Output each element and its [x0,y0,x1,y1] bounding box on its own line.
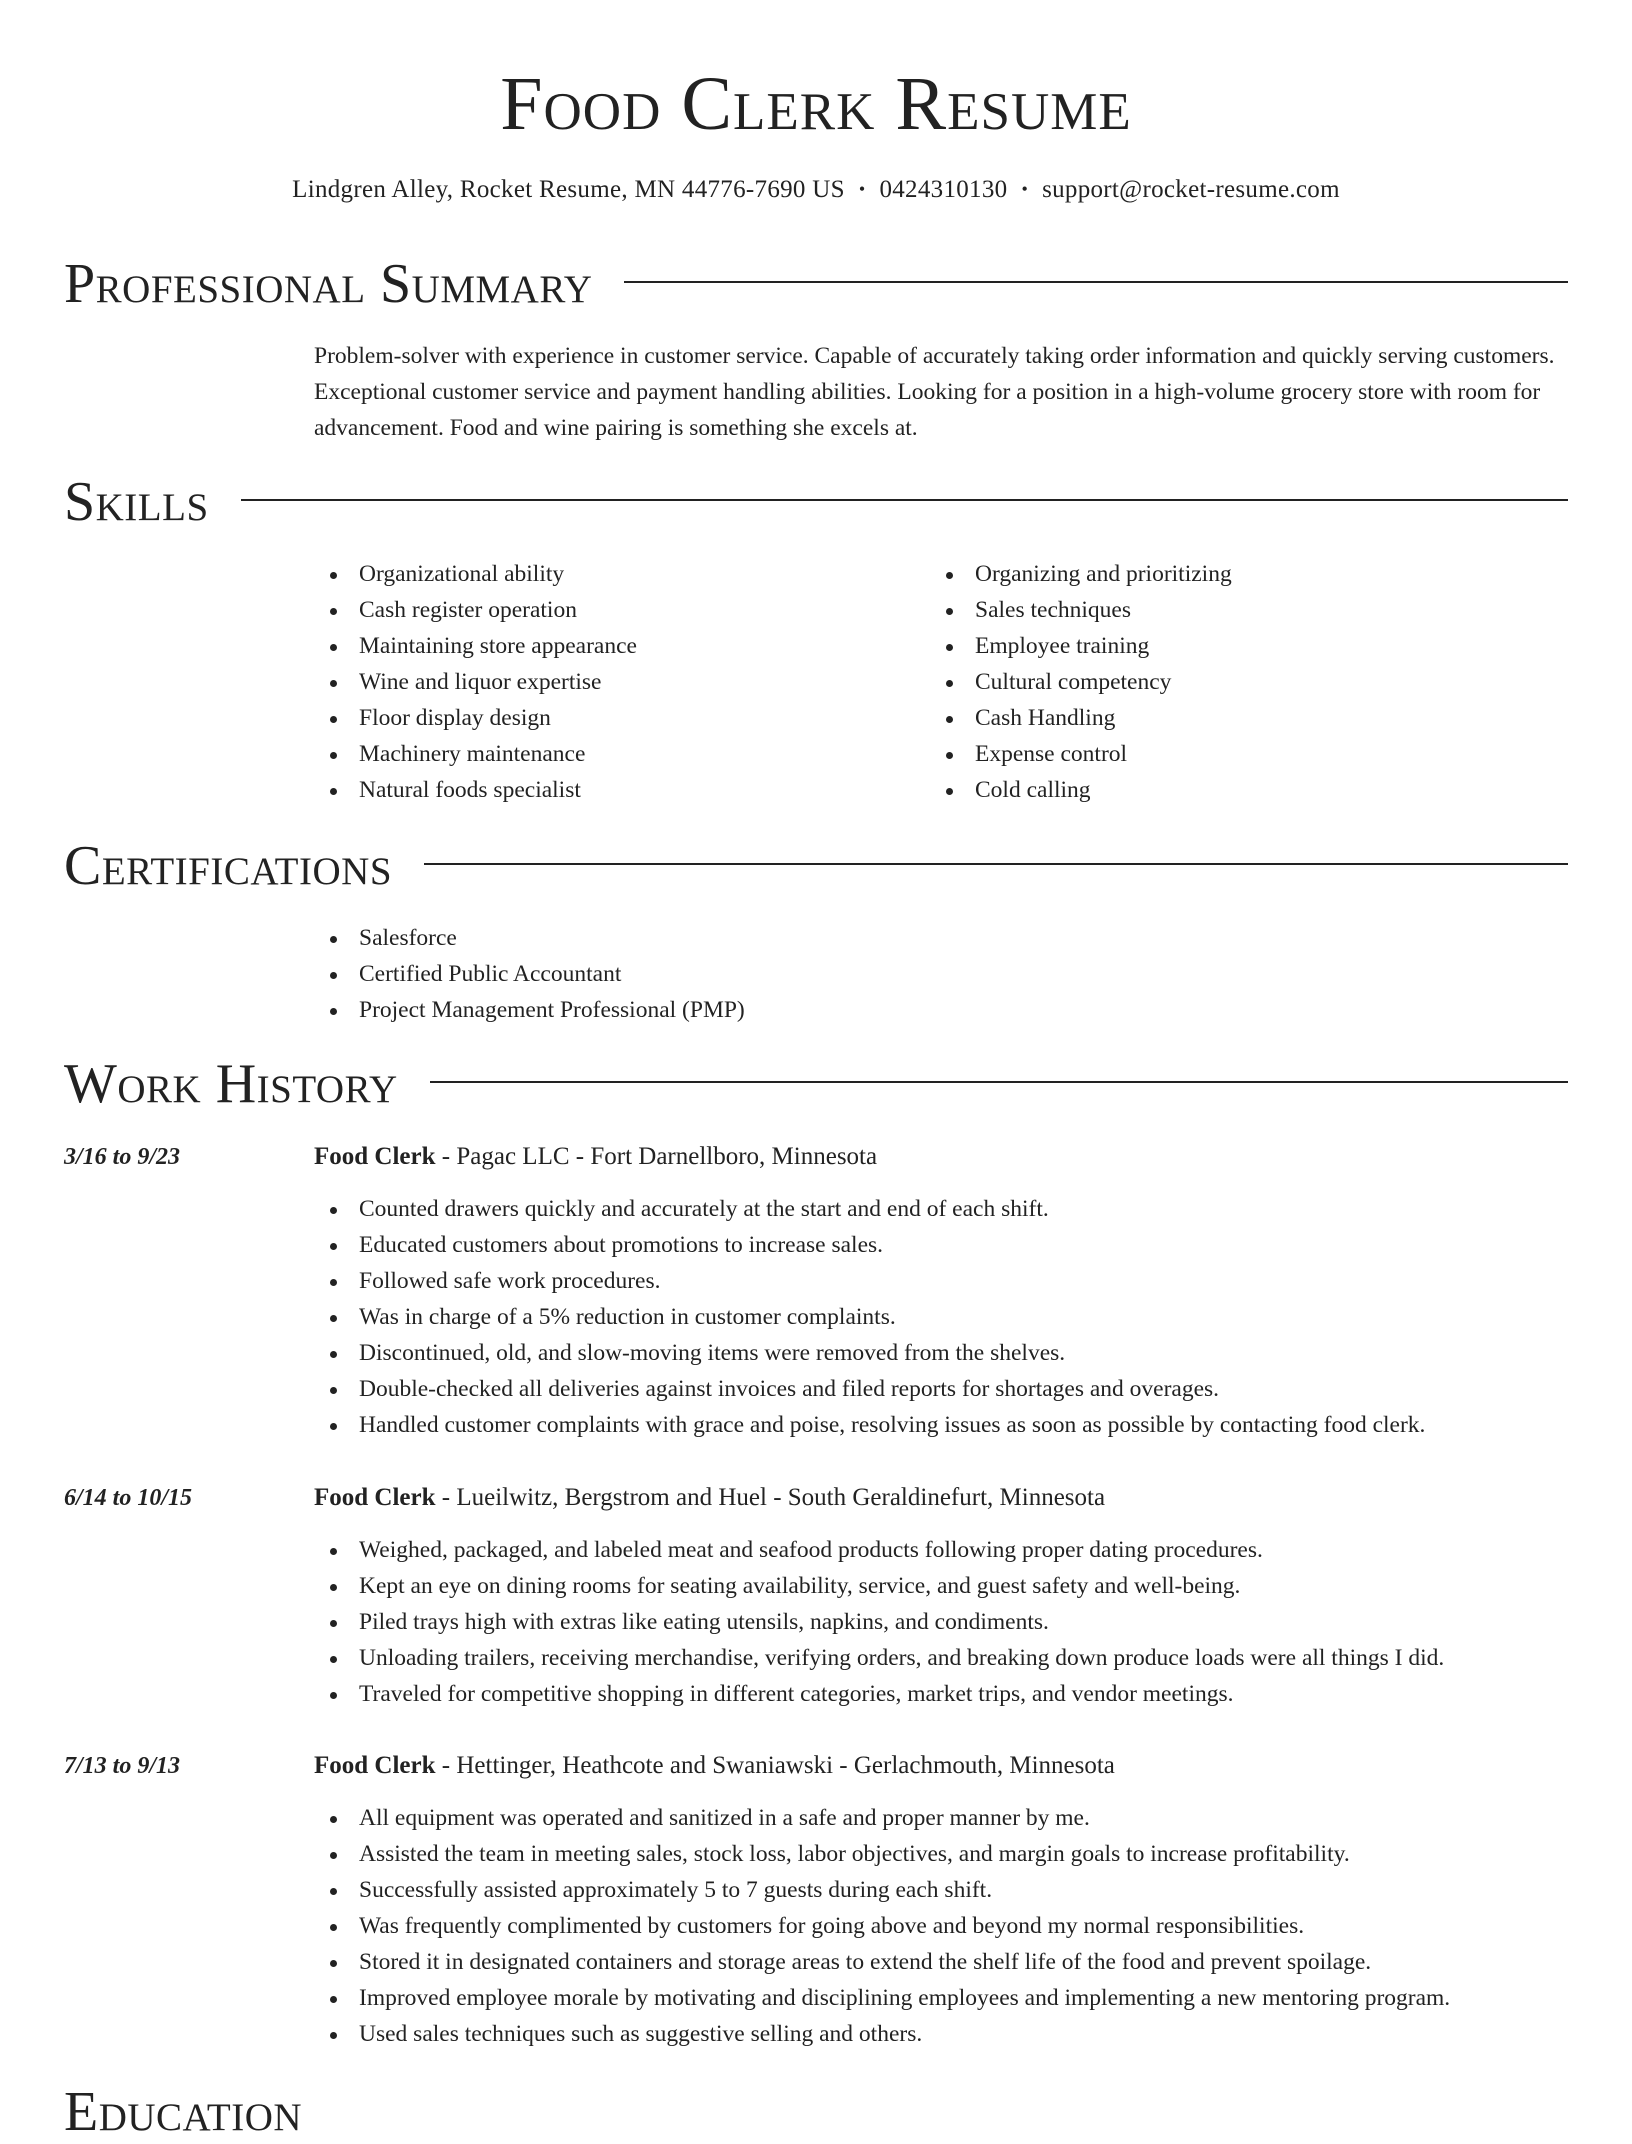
section-title-education: Education [64,2081,303,2143]
job-bullet: Discontinued, old, and slow-moving items were removed from the shelves. [314,1335,1425,1371]
summary-text: Problem-solver with experience in customer service. Capable of accurately taking order information and quickly serving customers. Exceptional customer service and payment handling abilities. Looking for a position in a high-volume grocery store with room for advancement. Food and wine pairing is something she excels at. [314,343,1555,441]
certification-item: Salesforce [314,920,745,956]
section-header-education [64,2080,1568,2144]
section-header-work-history [64,1052,1568,1116]
job-bullet: All equipment was operated and sanitized in a safe and proper manner by me. [314,1800,1450,1836]
job-bullet: Piled trays high with extras like eating utensils, napkins, and condiments. [314,1604,1444,1640]
job-dates: 6/14 to 10/15 [64,1485,193,1511]
skills-list-left [314,556,637,808]
skill-item: Cold calling [930,772,1232,808]
job-bullet: Successfully assisted approximately 5 to 7 guests during each shift. [314,1872,1450,1908]
section-header-certifications [64,834,1568,898]
section-title-certifications: Certifications [64,835,393,897]
skill-item: Cash Handling [930,700,1232,736]
skill-item: Sales techniques [930,592,1232,628]
job-bullets [314,1532,1444,1712]
job-bullets [314,1800,1450,2052]
job-bullet: Used sales techniques such as suggestive selling and others. [314,2016,1450,2052]
job-title-line [314,1139,877,1175]
job-bullet: Double-checked all deliveries against invoices and filed reports for shortages and overages. [314,1371,1425,1407]
job-bullet: Traveled for competitive shopping in different categories, market trips, and vendor meetings. [314,1676,1444,1712]
skill-item: Expense control [930,736,1232,772]
section-rule [430,1081,1568,1083]
job-bullets [314,1191,1425,1443]
skill-item: Machinery maintenance [314,736,637,772]
contact-separator: • [1021,179,1029,199]
skills-list-right [930,556,1232,808]
skill-item: Wine and liquor expertise [314,664,637,700]
job-bullet: Weighed, packaged, and labeled meat and seafood products following proper dating procedures. [314,1532,1444,1568]
certifications-list [314,920,745,1028]
skill-item: Maintaining store appearance [314,628,637,664]
section-title-skills: Skills [64,471,209,533]
job-title-line [314,1748,1115,1784]
skill-item: Cultural competency [930,664,1232,700]
section-header-skills [64,470,1568,534]
job-employer: - Pagac LLC - Fort Darnellboro, Minnesota [435,1143,878,1170]
job-dates: 3/16 to 9/23 [64,1144,181,1170]
job-bullet: Assisted the team in meeting sales, stock loss, labor objectives, and margin goals to increase profitability. [314,1836,1450,1872]
job-bullet: Improved employee morale by motivating and disciplining employees and implementing a new mentoring program. [314,1980,1450,2016]
job-bullet: Counted drawers quickly and accurately at the start and end of each shift. [314,1191,1425,1227]
job-title: Food Clerk [314,1484,436,1511]
skill-item: Cash register operation [314,592,637,628]
skill-item: Employee training [930,628,1232,664]
job-dates: 7/13 to 9/13 [64,1753,181,1779]
section-title-summary: Professional Summary [64,253,593,315]
skill-item: Natural foods specialist [314,772,637,808]
job-bullet: Educated customers about promotions to increase sales. [314,1227,1425,1263]
certification-item: Project Management Professional (PMP) [314,992,745,1028]
certification-item: Certified Public Accountant [314,956,745,992]
job-title-line [314,1480,1105,1516]
skill-item: Floor display design [314,700,637,736]
job-bullet: Followed safe work procedures. [314,1263,1425,1299]
contact-separator: • [858,179,866,199]
job-employer: - Hettinger, Heathcote and Swaniawski - Gerlachmouth, Minnesota [435,1752,1115,1779]
section-rule [624,281,1568,283]
section-header-summary [64,252,1568,316]
resume-title: Food Clerk Resume [500,62,1132,146]
contact-email: support@rocket-resume.com [1042,176,1340,203]
section-rule [424,863,1568,865]
job-bullet: Stored it in designated containers and storage areas to extend the shelf life of the food and prevent spoilage. [314,1944,1450,1980]
job-bullet: Kept an eye on dining rooms for seating availability, service, and guest safety and well-being. [314,1568,1444,1604]
contact-phone: 0424310130 [879,176,1008,203]
contact-line [0,172,1632,209]
skill-item: Organizing and prioritizing [930,556,1232,592]
job-employer: - Lueilwitz, Bergstrom and Huel - South Geraldinefurt, Minnesota [435,1484,1106,1511]
contact-address: Lindgren Alley, Rocket Resume, MN 44776-7690 US [292,176,845,203]
job-bullet: Unloading trailers, receiving merchandise, verifying orders, and breaking down produce loads were all things I did. [314,1640,1444,1676]
job-bullet: Was frequently complimented by customers for going above and beyond my normal responsibilities. [314,1908,1450,1944]
section-title-work-history: Work History [64,1053,398,1115]
job-bullet: Was in charge of a 5% reduction in customer complaints. [314,1299,1425,1335]
section-rule [241,499,1568,501]
job-title: Food Clerk [314,1143,436,1170]
job-bullet: Handled customer complaints with grace and poise, resolving issues as soon as possible by contacting food clerk. [314,1407,1425,1443]
skill-item: Organizational ability [314,556,637,592]
job-title: Food Clerk [314,1752,436,1779]
